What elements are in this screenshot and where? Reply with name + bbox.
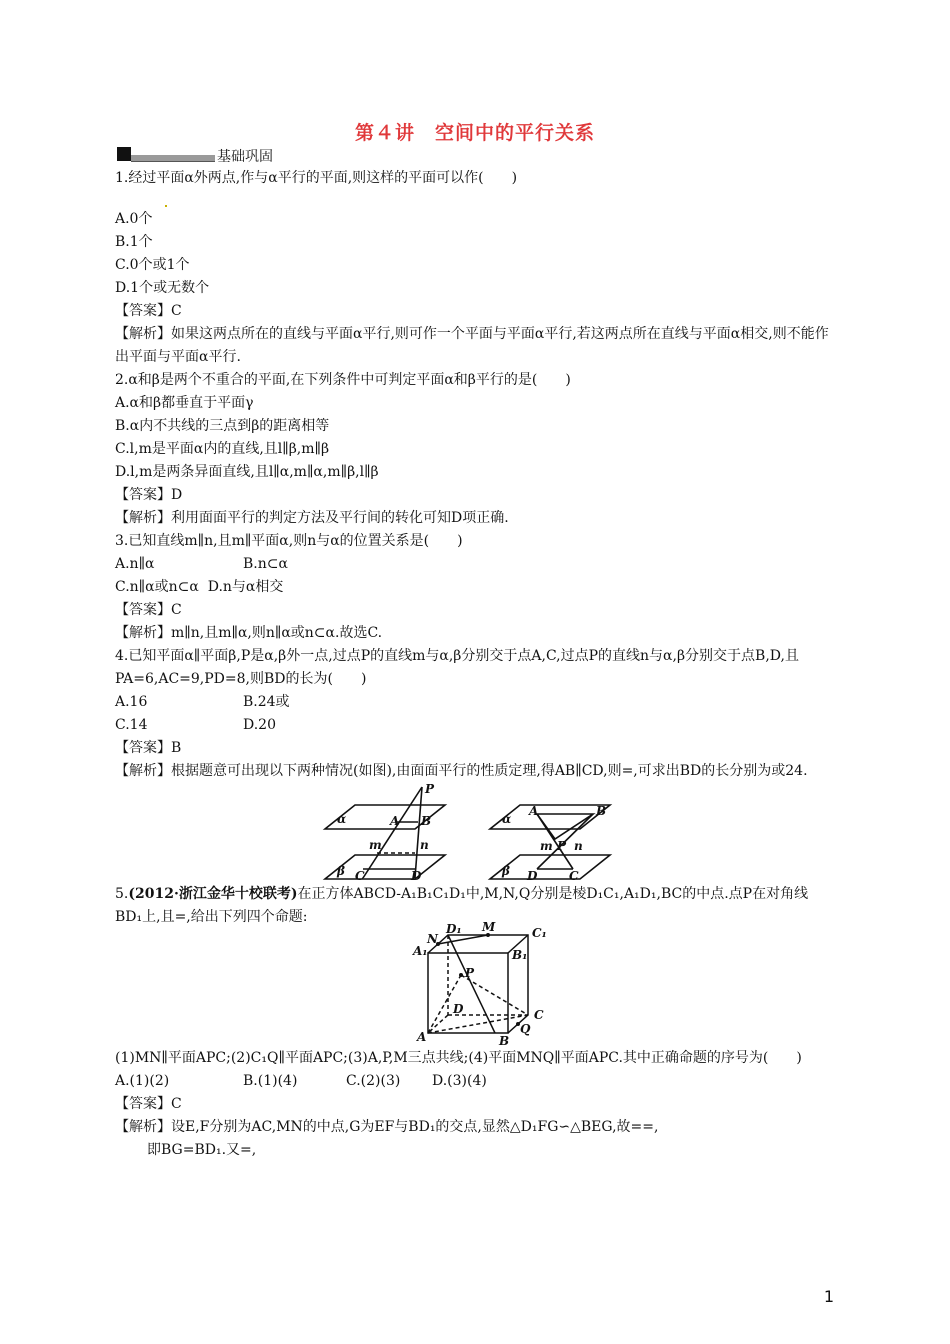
q5-option-a: A.(1)(2) [115,1073,170,1089]
q5-option-c: C.(2)(3) [346,1073,401,1089]
q1-stem: 1.经过平面α外两点,作与α平行的平面,则这样的平面可以作( ) [115,170,518,186]
label-b-right: B [596,804,607,818]
label-d-right: D [527,869,538,883]
label-p-left: P [425,782,435,796]
q5-analysis-continued: 即BG=BD₁.又=, [147,1142,257,1158]
label-c1: C₁ [532,926,547,940]
section-label: 基础巩固 [217,149,273,165]
label-beta-left: β [337,864,345,878]
section-marker-bar [131,155,215,162]
q3-option-c: C.n∥α或n⊂α [115,579,199,595]
label-beta-right: β [502,864,510,878]
q4-options-row-2 [115,714,835,737]
section-marker-block [117,147,131,161]
q3-analysis: 【解析】m∥n,且m∥α,则n∥α或n⊂α.故选C. [115,625,383,641]
segment-pc [461,975,528,1015]
label-b-left: B [421,814,432,828]
q1-option-d: D.1个或无数个 [115,280,210,296]
q5-analysis: 【解析】设E,F分别为AC,MN的中点,G为EF与BD₁的交点,显然△D₁FG∽△BEG,故==, [115,1119,659,1135]
q5-answer: 【答案】C [115,1096,182,1112]
label-b: B [499,1034,510,1048]
q1-option-a: A.0个 [115,211,153,227]
label-a1: A₁ [413,944,428,958]
q3-answer: 【答案】C [115,602,182,618]
diagonal-bd1 [448,935,495,1033]
q4-option-b: B.24或 [243,694,290,710]
q2-option-c: C.l,m是平面α内的直线,且l∥β,m∥β [115,441,330,457]
q1-answer: 【答案】C [115,303,182,319]
label-c-right: C [569,869,579,883]
q3-option-b: B.n⊂α [243,556,288,572]
q4-figure [115,783,835,883]
q3-option-a: A.n∥α [115,556,155,572]
q2-answer: 【答案】D [115,487,183,503]
q2-analysis: 【解析】利用面面平行的判定方法及平行间的转化可知D项正确. [115,510,509,526]
label-d: D [453,1002,464,1016]
q4-figure-svg [115,783,835,883]
label-a-right: A [529,804,539,818]
q5-propositions: (1)MN∥平面APC;(2)C₁Q∥平面APC;(3)A,P,M三点共线;(4)平面MNQ∥平面APC.其中正确命题的序号为( ) [115,1050,802,1066]
label-d1: D₁ [446,922,462,936]
q5-figure [115,920,835,1048]
label-p-right: P [557,839,567,853]
q5-stem-text: 在正方体ABCD-A₁B₁C₁D₁中,M,N,Q分别是棱D₁C₁,A₁D₁,BC的中点.点P在对角线BD₁上,且=,给出下列四个命题: [115,886,809,925]
q1-option-c: C.0个或1个 [115,257,190,273]
label-m: M [482,920,496,934]
q4-option-a: A.16 [115,694,148,710]
label-a-left: A [390,814,400,828]
section-header [117,146,417,164]
q3-stem: 3.已知直线m∥n,且m∥平面α,则n与α的位置关系是( ) [115,533,463,549]
label-m-left: m [369,838,382,852]
q1-option-b: B.1个 [115,234,153,250]
spacer [115,190,835,208]
label-c-left: C [355,869,365,883]
label-n-left: n [420,838,429,852]
label-p: P [465,966,475,980]
q5-source: (2012·浙江金华十校联考) [128,886,298,902]
q2-stem: 2.α和β是两个不重合的平面,在下列条件中可判定平面α和β平行的是( ) [115,372,571,388]
q2-option-d: D.l,m是两条异面直线,且l∥α,m∥α,m∥β,l∥β [115,464,379,480]
label-m-right: m [540,839,553,853]
q4-answer: 【答案】B [115,740,182,756]
label-q: Q [520,1022,531,1036]
q1-analysis: 【解析】如果这两点所在的直线与平面α平行,则可作一个平面与平面α平行,若这两点所在直线与平面α相交,则不能作出平面与平面α平行. [115,326,829,365]
q4-stem: 4.已知平面α∥平面β,P是α,β外一点,过点P的直线m与α,β分别交于点A,C,过点P的直线n与α,β分别交于点B,D,且PA=6,AC=9,PD=8,则BD的长为( ) [115,648,799,687]
q5-option-d: D.(3)(4) [432,1073,487,1089]
label-b1: B₁ [512,948,528,962]
q4-options-row-1 [115,691,835,714]
q4-option-c: C.14 [115,717,148,733]
q5-option-b: B.(1)(4) [243,1073,298,1089]
segment-ac [428,1015,528,1033]
q4-option-d: D.20 [243,717,276,733]
label-alpha-right: α [502,812,512,826]
line-m-left [363,787,422,878]
q5-cube-svg [115,920,835,1048]
label-c: C [534,1008,544,1022]
label-alpha-left: α [337,812,347,826]
label-a: A [417,1030,427,1044]
q2-option-b: B.α内不共线的三点到β的距离相等 [115,418,330,434]
label-n: N [427,932,438,946]
label-n-right: n [574,839,583,853]
q5-number: 5. [115,886,129,902]
q3-options-row-2 [115,576,835,599]
q5-stem [115,883,835,929]
q4-analysis: 【解析】根据题意可出现以下两种情况(如图),由面面平行的性质定理,得AB∥CD,则=,可求出BD的长分别为或24. [115,763,808,779]
q3-option-d: D.n与α相交 [207,579,284,595]
document-body [115,167,835,1162]
line-n-left [415,787,422,878]
q2-option-a: A.α和β都垂直于平面γ [115,395,254,411]
point-p [459,973,463,977]
page-number: 1 [823,1287,834,1306]
q3-options-row-1 [115,553,835,576]
label-d-left: D [411,869,422,883]
cube-front-face [428,953,508,1033]
q5-options [115,1070,835,1093]
page-title: 第４讲 空间中的平行关系 [354,122,595,144]
